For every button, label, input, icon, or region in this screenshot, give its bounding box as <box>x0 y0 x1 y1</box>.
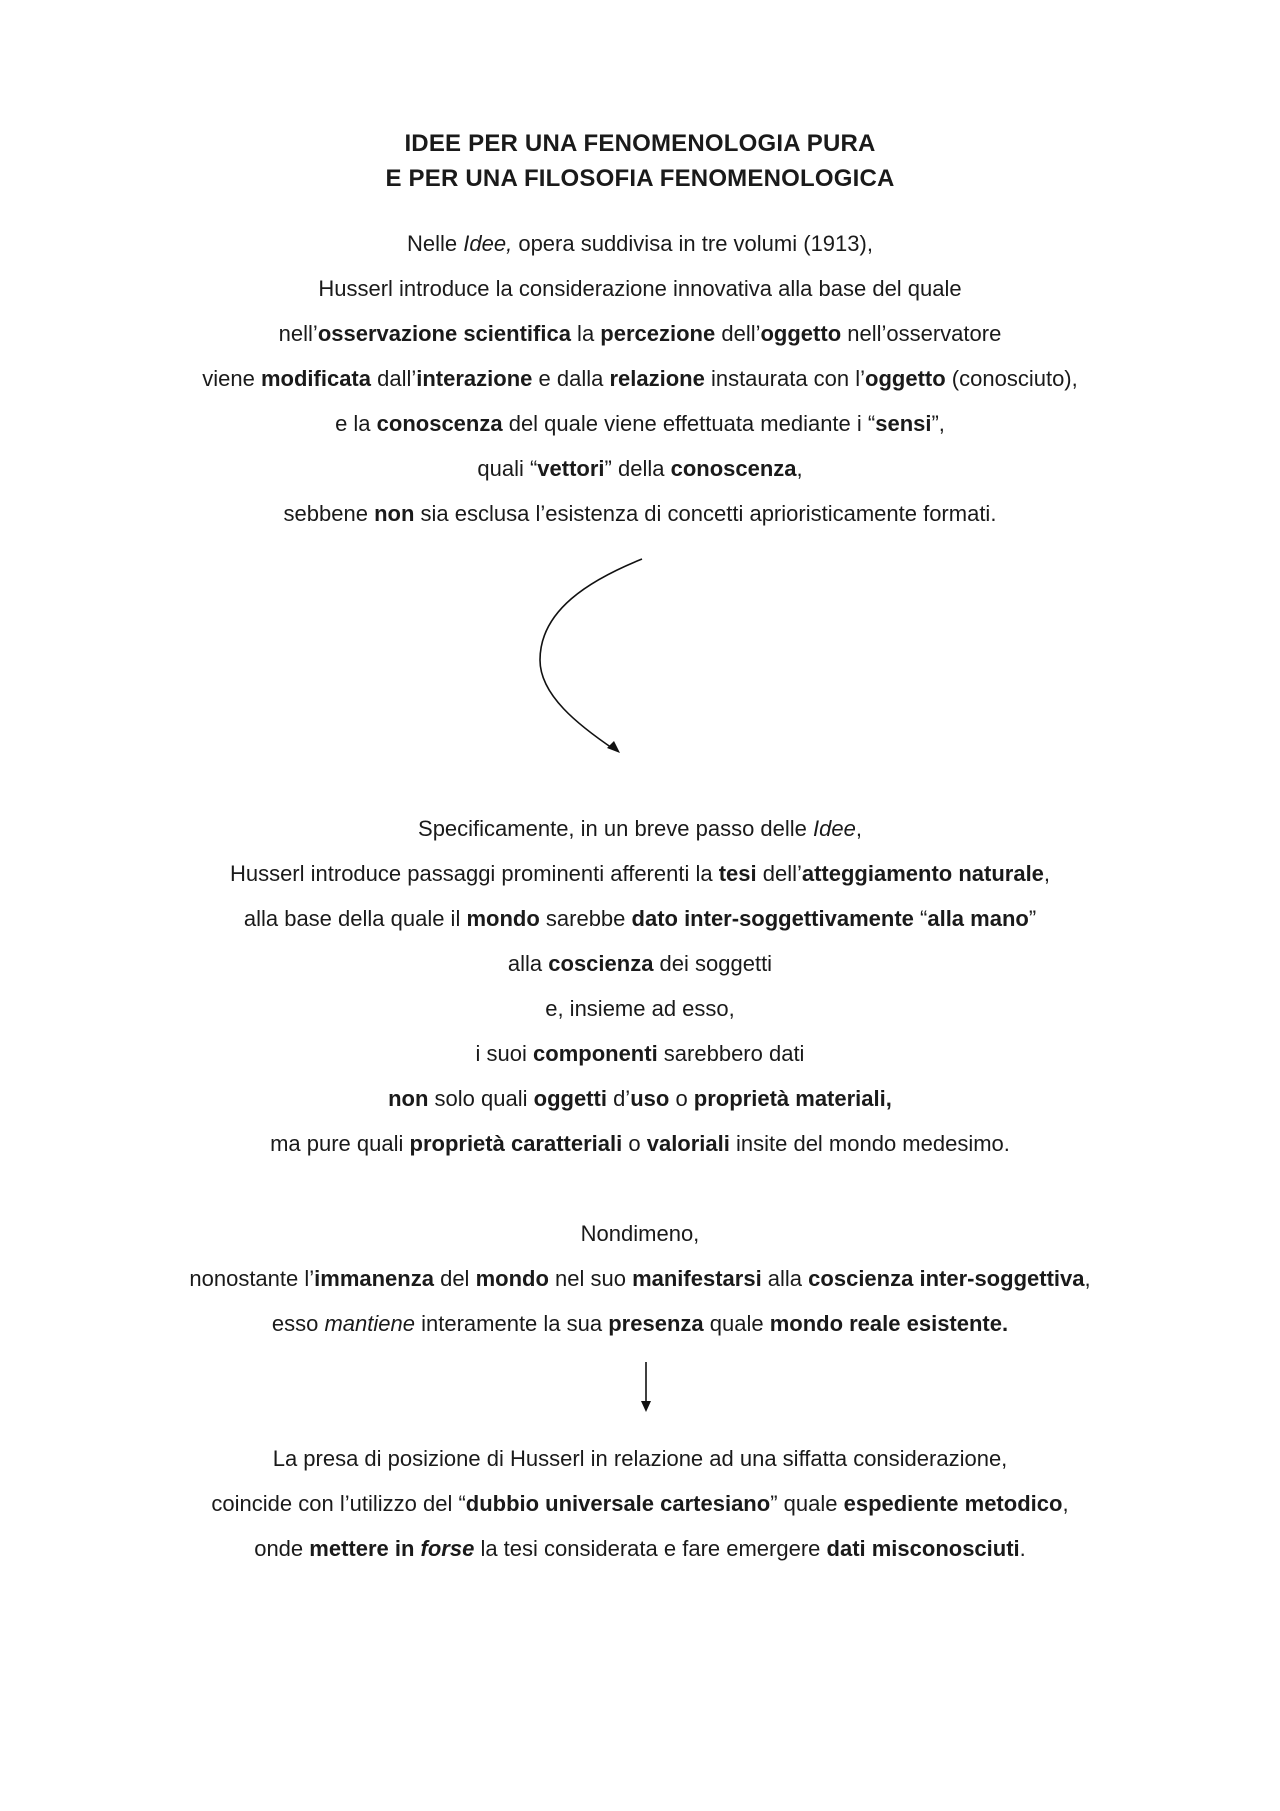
text-segment: ” <box>1028 906 1037 931</box>
text-segment: del quale viene effettuata mediante i “ <box>502 411 876 436</box>
intro-line <box>0 491 1280 536</box>
nondimeno-line <box>0 1256 1280 1301</box>
text-segment: quale <box>703 1311 770 1336</box>
emphasis-text: uso <box>630 1086 670 1111</box>
emphasis-text: atteggiamento naturale <box>801 861 1044 886</box>
emphasis-text: mondo <box>466 906 540 931</box>
text-segment: e, insieme ad esso, <box>545 996 735 1021</box>
emphasis-text: conoscenza <box>376 411 503 436</box>
text-segment: solo quali <box>428 1086 534 1111</box>
text-segment: ”, <box>931 411 945 436</box>
emphasis-text: alla mano <box>927 906 1029 931</box>
text-segment: opera suddivisa in tre volumi (1913), <box>512 231 873 256</box>
text-segment: sarebbero dati <box>657 1041 805 1066</box>
intro-line <box>0 401 1280 446</box>
emphasis-text: dati misconosciuti <box>826 1536 1020 1561</box>
text-segment: , <box>1043 861 1051 886</box>
passage-paragraph <box>0 806 1280 1166</box>
emphasis-text: mantiene <box>324 1311 415 1336</box>
nondimeno-line <box>0 1211 1280 1256</box>
conclusion-line <box>0 1526 1280 1571</box>
passage-line <box>0 851 1280 896</box>
text-segment: dall’ <box>371 366 417 391</box>
text-segment: nel suo <box>548 1266 633 1291</box>
passage-line <box>0 941 1280 986</box>
emphasis-text: sensi <box>875 411 932 436</box>
emphasis-text: dato inter-soggettivamente <box>631 906 914 931</box>
text-segment: , <box>855 816 862 841</box>
text-segment: o <box>669 1086 694 1111</box>
text-segment: dell’ <box>756 861 802 886</box>
emphasis-text: componenti <box>533 1041 658 1066</box>
emphasis-text: interazione <box>416 366 533 391</box>
emphasis-text: valoriali <box>646 1131 730 1156</box>
text-segment: dell’ <box>715 321 761 346</box>
intro-line <box>0 446 1280 491</box>
emphasis-text: mondo reale esistente. <box>769 1311 1009 1336</box>
conclusion-line <box>0 1481 1280 1526</box>
emphasis-text: proprietà materiali, <box>693 1086 892 1111</box>
text-segment: Husserl introduce passaggi prominenti afferenti la <box>229 861 719 886</box>
text-segment: ma pure quali <box>270 1131 410 1156</box>
text-segment: insite del mondo medesimo. <box>729 1131 1010 1156</box>
conclusion-paragraph <box>0 1436 1280 1571</box>
text-segment: , <box>796 456 803 481</box>
intro-line <box>0 266 1280 311</box>
emphasis-text: oggetto <box>865 366 946 391</box>
emphasis-text: modificata <box>260 366 371 391</box>
text-segment: o <box>622 1131 647 1156</box>
text-segment: la tesi considerata e fare emergere <box>474 1536 827 1561</box>
nondimeno-line <box>0 1301 1280 1346</box>
text-segment: del <box>433 1266 476 1291</box>
emphasis-text: manifestarsi <box>632 1266 762 1291</box>
text-segment: coincide con l’utilizzo del “ <box>211 1491 466 1516</box>
curved-down-arrow-icon <box>520 555 640 760</box>
text-segment: ” della <box>604 456 671 481</box>
text-segment: alla base della quale il <box>243 906 467 931</box>
intro-line <box>0 221 1280 266</box>
emphasis-text: conoscenza <box>670 456 797 481</box>
page-title <box>0 126 1280 196</box>
passage-line <box>0 1076 1280 1121</box>
text-segment: sebbene <box>283 501 375 526</box>
text-segment: instaurata con l’ <box>704 366 866 391</box>
text-segment: d’ <box>606 1086 631 1111</box>
emphasis-text: espediente metodico <box>843 1491 1063 1516</box>
nondimeno-paragraph <box>0 1211 1280 1346</box>
emphasis-text: dubbio universale cartesiano <box>465 1491 771 1516</box>
text-segment: alla <box>761 1266 809 1291</box>
emphasis-text: forse <box>420 1536 475 1561</box>
text-segment: la <box>570 321 601 346</box>
emphasis-text: mettere in <box>309 1536 421 1561</box>
emphasis-text: immanenza <box>314 1266 434 1291</box>
emphasis-text: presenza <box>608 1311 704 1336</box>
emphasis-text: mondo <box>475 1266 549 1291</box>
emphasis-text: non <box>374 501 415 526</box>
emphasis-text: Idee <box>813 816 856 841</box>
passage-line <box>0 986 1280 1031</box>
emphasis-text: oggetto <box>760 321 842 346</box>
passage-line <box>0 1031 1280 1076</box>
emphasis-text: percezione <box>600 321 716 346</box>
text-segment: ” quale <box>770 1491 844 1516</box>
emphasis-text: coscienza inter-soggettiva <box>808 1266 1085 1291</box>
text-segment: nell’osservatore <box>841 321 1002 346</box>
text-segment: viene <box>202 366 261 391</box>
intro-line <box>0 311 1280 356</box>
text-segment: i suoi <box>475 1041 534 1066</box>
text-segment: sarebbe <box>539 906 632 931</box>
emphasis-text: proprietà caratteriali <box>409 1131 623 1156</box>
passage-line <box>0 896 1280 941</box>
text-segment: quali “ <box>477 456 538 481</box>
emphasis-text: coscienza <box>548 951 654 976</box>
text-segment: nell’ <box>278 321 318 346</box>
text-segment: e la <box>335 411 377 436</box>
emphasis-text: non <box>388 1086 429 1111</box>
passage-line <box>0 1121 1280 1166</box>
text-segment: e dalla <box>532 366 610 391</box>
emphasis-text: vettori <box>537 456 605 481</box>
text-segment: sia esclusa l’esistenza di concetti aprioristicamente formati. <box>414 501 997 526</box>
conclusion-line <box>0 1436 1280 1481</box>
text-segment: onde <box>254 1536 310 1561</box>
title-line-2: E PER UNA FILOSOFIA FENOMENOLOGICA <box>385 165 895 192</box>
intro-paragraph <box>0 221 1280 536</box>
text-segment: Husserl introduce la considerazione innovativa alla base del quale <box>318 276 962 301</box>
text-segment: . <box>1019 1536 1026 1561</box>
text-segment: alla <box>507 951 549 976</box>
title-line-1: IDEE PER UNA FENOMENOLOGIA PURA <box>404 130 876 157</box>
text-segment: Nelle <box>407 231 464 256</box>
passage-line <box>0 806 1280 851</box>
emphasis-text: Idee, <box>463 231 513 256</box>
text-segment: (conosciuto), <box>945 366 1078 391</box>
emphasis-text: oggetti <box>533 1086 607 1111</box>
down-arrow-icon <box>636 1360 656 1414</box>
emphasis-text: relazione <box>609 366 705 391</box>
text-segment: Nondimeno, <box>580 1221 700 1246</box>
text-segment: nonostante l’ <box>189 1266 315 1291</box>
text-segment: La presa di posizione di Husserl in relazione ad una siffatta considerazione, <box>272 1446 1008 1471</box>
emphasis-text: tesi <box>718 861 757 886</box>
text-segment: interamente la sua <box>415 1311 609 1336</box>
text-segment: esso <box>271 1311 325 1336</box>
text-segment: dei soggetti <box>653 951 773 976</box>
text-segment: “ <box>913 906 928 931</box>
text-segment: , <box>1084 1266 1091 1291</box>
emphasis-text: osservazione scientifica <box>317 321 571 346</box>
text-segment: Specificamente, in un breve passo delle <box>418 816 814 841</box>
intro-line <box>0 356 1280 401</box>
text-segment: , <box>1062 1491 1069 1516</box>
